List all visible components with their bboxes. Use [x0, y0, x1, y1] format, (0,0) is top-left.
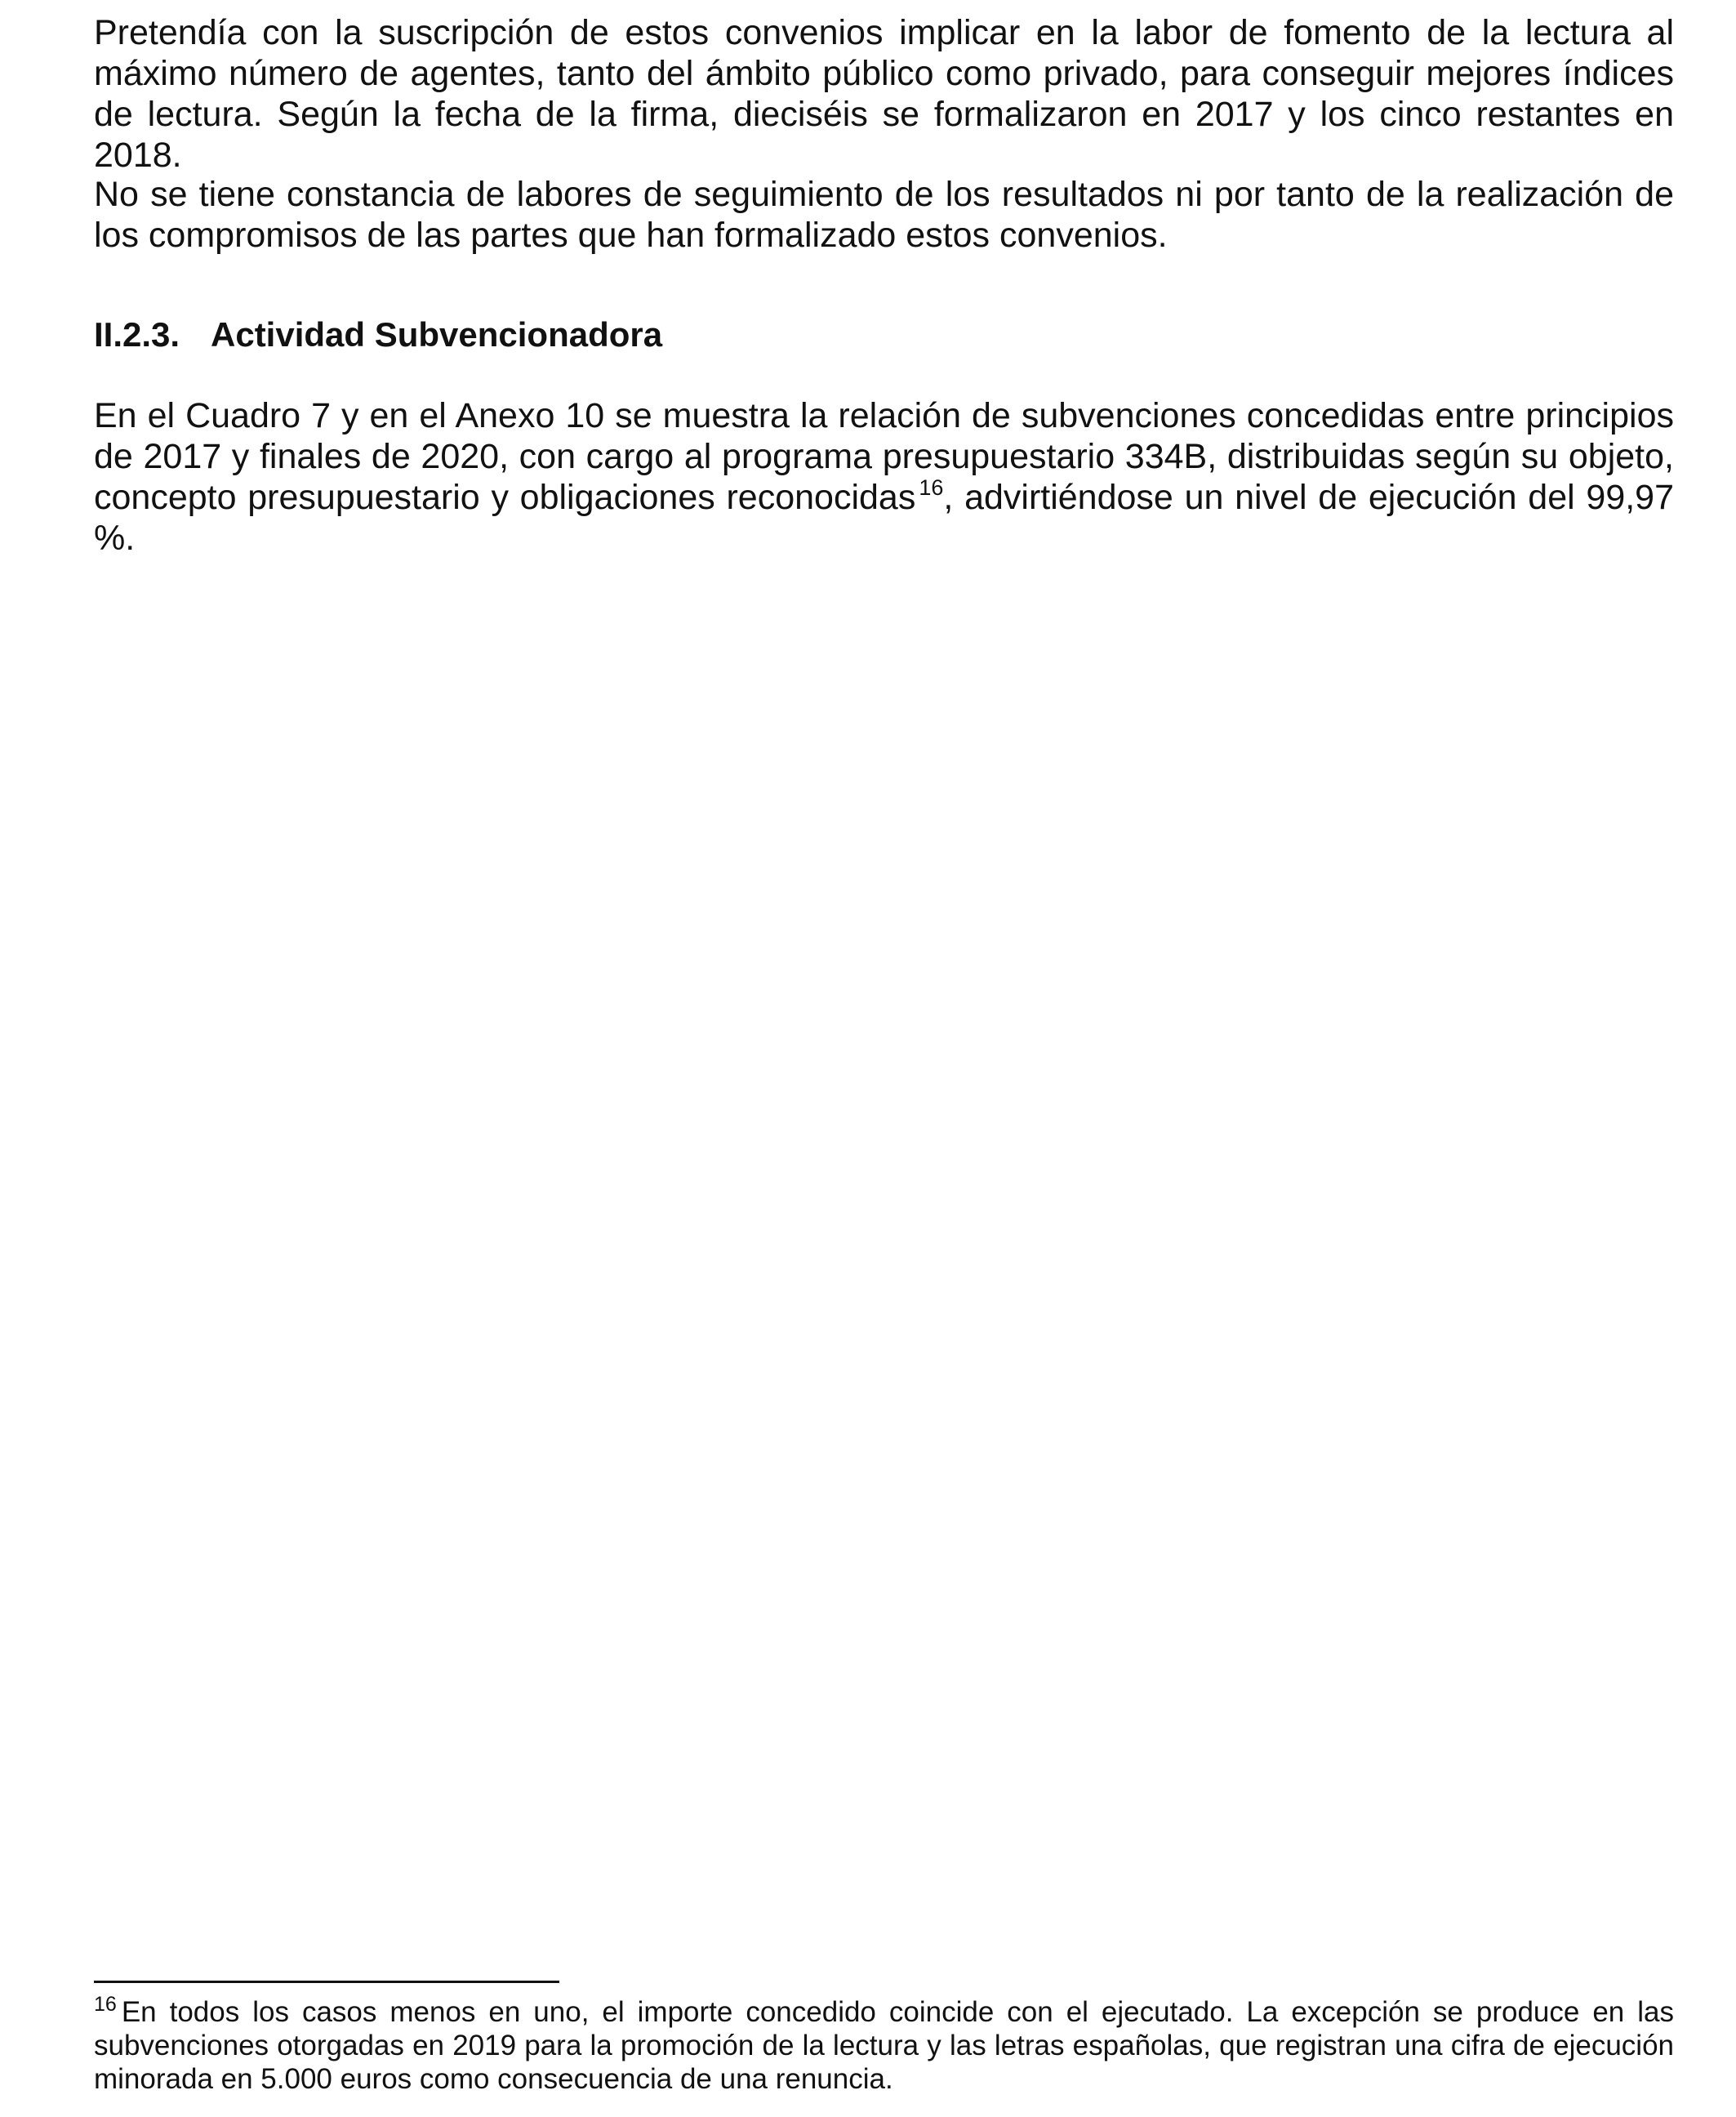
footnote-separator — [94, 1981, 559, 1983]
paragraph-subvenciones — [94, 395, 1674, 559]
section-number: II.2.3. — [94, 315, 180, 354]
section-title: Actividad Subvencionadora — [211, 315, 663, 354]
paragraph-subvenciones-text-end: , advirtiéndose un nivel de ejecución del 99,97 %. — [94, 478, 1675, 558]
paragraph-convenios-purpose: Pretendía con la suscripción de estos convenios implicar en la labor de fomento de la lectura al máximo número de agentes, tanto del ámbito público como privado, para conseguir mejores índices de lectura. Según la fecha de la firma, dieciséis se formalizaron en 2017 y los cinco restantes en 2018. — [94, 13, 1674, 175]
footnote-marker: 16 — [94, 1993, 117, 2016]
footnote-text: En todos los casos menos en uno, el importe concedido coincide con el ejecutado. La excepción se produce en las subvenciones otorgadas en 2019 para la promoción de la lectura y las letras españolas, que registran una cifra de ejecución minorada en 5.000 euros como consecuencia de una renuncia. — [94, 1996, 1674, 2095]
section-heading — [94, 314, 1674, 355]
footnote-reference[interactable]: 16 — [919, 475, 944, 500]
footnote — [94, 1995, 1674, 2096]
paragraph-convenios-followup: No se tiene constancia de labores de seguimiento de los resultados ni por tanto de la realización de los compromisos de las partes que han formalizado estos convenios. — [94, 175, 1674, 255]
paragraph-subvenciones-text: En el Cuadro 7 y en el Anexo 10 se muestra la relación de subvenciones concedidas entre principios de 2017 y finales de 2020, con cargo al programa presupuestario 334B, distribuidas según su objeto, concepto presupuestario y obligaciones reconocidas — [94, 396, 1674, 517]
